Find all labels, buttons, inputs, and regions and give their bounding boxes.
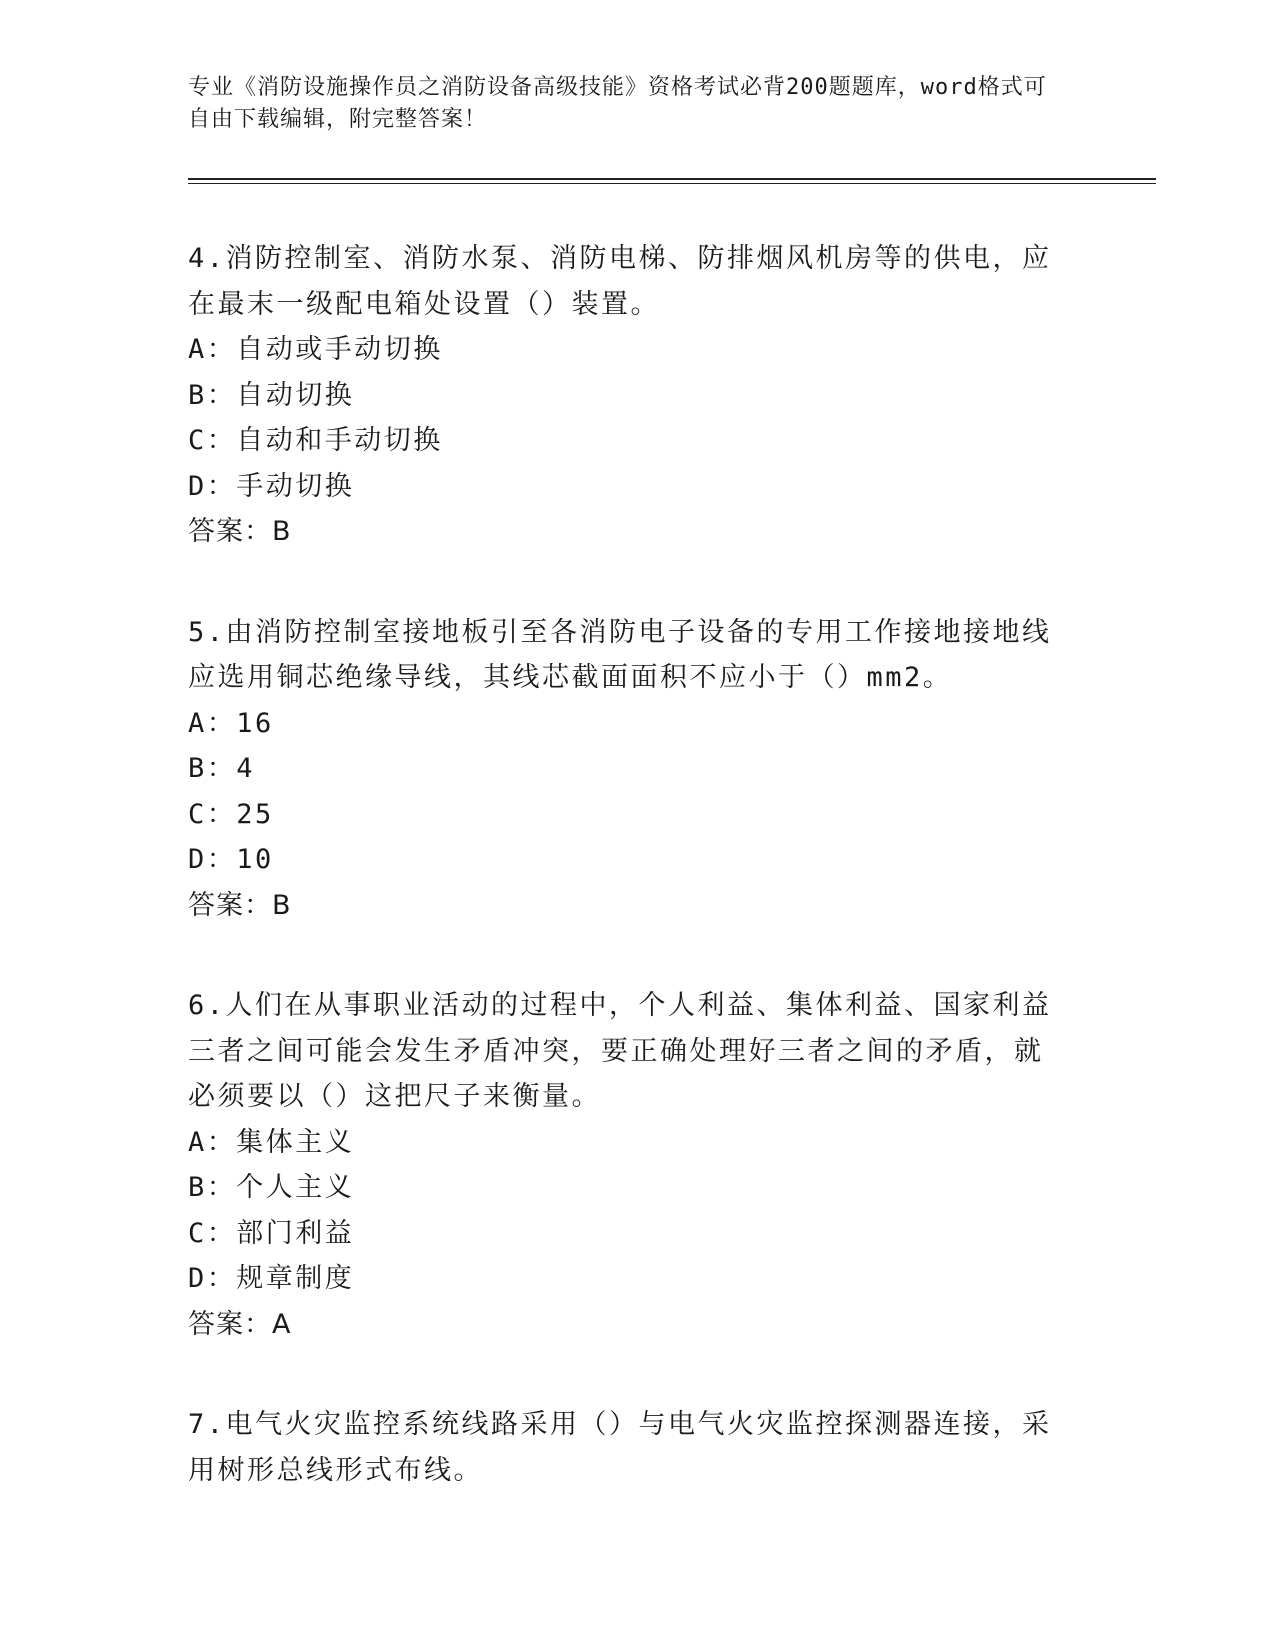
option-b: B：自动切换 [188,379,355,411]
option-b: B：个人主义 [188,1172,355,1203]
question-list [188,236,1068,1548]
question-5 [188,610,1068,929]
option-d: D：10 [188,844,274,875]
question-7 [188,1402,1068,1493]
answer: 答案：A [188,1308,292,1340]
option-d: D：手动切换 [188,470,355,502]
question-4 [188,236,1068,555]
question-stem: 7.电气火灾监控系统线路采用（）与电气火灾监控探测器连接，采用树形总线形式布线。 [188,1409,1052,1486]
header-divider-thin [188,183,1156,184]
option-c: C：25 [188,798,274,830]
question-stem: 4.消防控制室、消防水泵、消防电梯、防排烟风机房等的供电，应在最末一级配电箱处设置（）装置。 [188,243,1052,320]
question-6 [188,983,1068,1347]
option-d: D：规章制度 [188,1263,355,1294]
document-header: 专业《消防设施操作员之消防设备高级技能》资格考试必背200题题库，word格式可自由下载编辑，附完整答案！ [188,75,1047,132]
option-c: C：部门利益 [188,1217,355,1249]
header-divider-thick [188,178,1156,180]
option-a: A：16 [188,707,274,739]
option-b: B：4 [188,753,256,784]
option-a: A：自动或手动切换 [188,334,443,365]
option-c: C：自动和手动切换 [188,425,443,456]
answer: 答案：B [188,889,292,921]
question-stem: 5.由消防控制室接地板引至各消防电子设备的专用工作接地接地线应选用铜芯绝缘导线，其线芯截面面积不应小于（）mm2。 [188,616,1052,693]
option-a: A：集体主义 [188,1126,355,1158]
answer: 答案：B [188,516,292,547]
question-stem: 6.人们在从事职业活动的过程中，个人利益、集体利益、国家利益三者之间可能会发生矛盾冲突，要正确处理好三者之间的矛盾，就必须要以（）这把尺子来衡量。 [188,990,1052,1112]
